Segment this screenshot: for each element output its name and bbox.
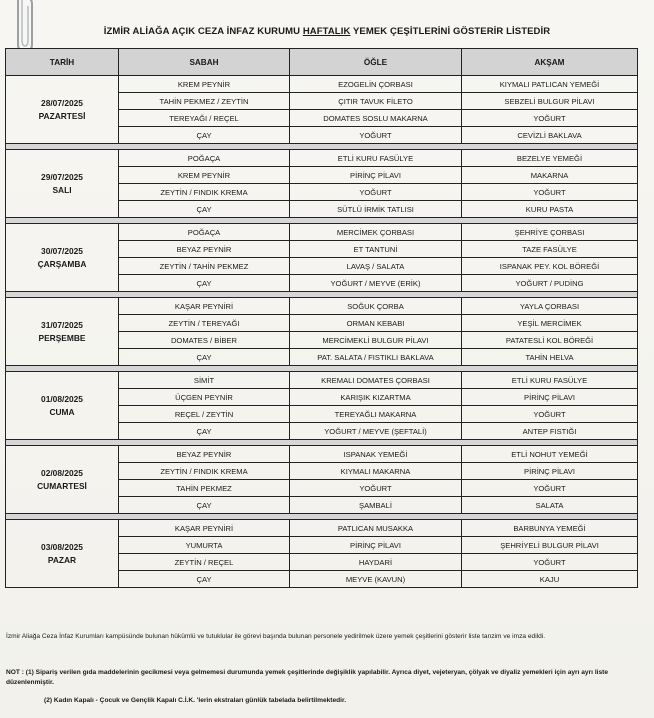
meal-cell-ogle: PİRİNÇ PİLAVI: [290, 537, 462, 554]
meal-cell-aksam: ANTEP FISTIĞI: [462, 423, 638, 440]
meal-cell-sabah: KAŞAR PEYNİRİ: [119, 298, 290, 315]
meal-cell-aksam: ETLİ KURU FASÜLYE: [462, 372, 638, 389]
meal-cell-aksam: YAYLA ÇORBASI: [462, 298, 638, 315]
meal-cell-ogle: YOĞURT / MEYVE (ERİK): [290, 275, 462, 292]
footer-note-1: NOT : (1) Sipariş verilen gıda maddelerinin gecikmesi veya gelmemesi durumunda yemek çeşitlerinde değişiklik yapılabilir. Ayrıca diyet, vejeteryan, çölyak ve diyaliz yemekleri için ayrı ayrı liste düzenlenmiştir.: [6, 669, 609, 686]
meal-cell-ogle: EZOGELİN ÇORBASI: [290, 76, 462, 93]
meal-cell-ogle: HAYDARİ: [290, 554, 462, 571]
meal-cell-aksam: SALATA: [462, 497, 638, 514]
table-row: [6, 76, 638, 93]
title-part-2: YEMEK ÇEŞİTLERİNİ GÖSTERİR LİSTEDİR: [350, 26, 551, 37]
table-row: [6, 298, 638, 315]
meal-cell-aksam: PATATESLİ KOL BÖREĞİ: [462, 332, 638, 349]
day-name: PAZAR: [47, 554, 77, 565]
table-row: [6, 446, 638, 463]
meal-cell-sabah: ZEYTİN / TAHİN PEKMEZ: [119, 258, 290, 275]
meal-cell-sabah: KREM PEYNİR: [119, 167, 290, 184]
meal-cell-ogle: PAT. SALATA / FISTIKLI BAKLAVA: [290, 349, 462, 366]
meal-cell-ogle: MEYVE (KAVUN): [290, 571, 462, 588]
day-name: CUMARTESİ: [37, 480, 87, 491]
day-name: PAZARTESİ: [38, 110, 86, 121]
meal-cell-aksam: KIYMALI PATLICAN YEMEĞİ: [462, 76, 638, 93]
meal-cell-sabah: ZEYTİN / REÇEL: [119, 554, 290, 571]
day-cell: [6, 372, 119, 440]
header-ogle: ÖĞLE: [290, 49, 462, 76]
meal-cell-sabah: DOMATES / BİBER: [119, 332, 290, 349]
meal-cell-aksam: YOĞURT: [462, 554, 638, 571]
meal-cell-aksam: YOĞURT: [462, 110, 638, 127]
day-date: 31/07/2025: [41, 319, 83, 330]
day-date: 01/08/2025: [41, 393, 83, 404]
meal-cell-sabah: ÇAY: [119, 349, 290, 366]
header-date: TARİH: [6, 49, 119, 76]
meal-cell-aksam: YOĞURT: [462, 184, 638, 201]
meal-cell-sabah: ÇAY: [119, 571, 290, 588]
footer-note-intro: İzmir Aliağa Ceza İnfaz Kurumları kampüsünde bulunan hükümlü ve tutuklular ile görevi başında bulunan personele yedirilmek üzere yemek çeşitlerini gösterir liste tanzim ve imza edildi.: [6, 633, 546, 640]
day-date: 28/07/2025: [41, 97, 83, 108]
title-part-1: İZMİR ALİAĞA AÇIK CEZA İNFAZ KURUMU: [103, 26, 303, 37]
meal-cell-ogle: YOĞURT / MEYVE (ŞEFTALİ): [290, 423, 462, 440]
header-sabah: SABAH: [119, 49, 290, 76]
table-row: [6, 372, 638, 389]
meal-cell-aksam: KURU PASTA: [462, 201, 638, 218]
meal-cell-sabah: ZEYTİN / FINDIK KREMA: [119, 463, 290, 480]
meal-cell-sabah: TAHİN PEKMEZ / ZEYTİN: [119, 93, 290, 110]
meal-cell-aksam: TAZE FASÜLYE: [462, 241, 638, 258]
day-cell: [6, 150, 119, 218]
meal-cell-aksam: YOĞURT: [462, 406, 638, 423]
meal-cell-aksam: CEVİZLİ BAKLAVA: [462, 127, 638, 144]
meal-cell-sabah: TAHİN PEKMEZ: [119, 480, 290, 497]
meal-cell-ogle: KREMALI DOMATES ÇORBASI: [290, 372, 462, 389]
meal-cell-ogle: MERCİMEK ÇORBASI: [290, 224, 462, 241]
day-cell: [6, 224, 119, 292]
meal-cell-aksam: KAJU: [462, 571, 638, 588]
meal-cell-aksam: PİRİNÇ PİLAVI: [462, 389, 638, 406]
weekly-menu-table: [5, 48, 638, 588]
meal-cell-sabah: BEYAZ PEYNİR: [119, 446, 290, 463]
meal-cell-ogle: PATLICAN MUSAKKA: [290, 520, 462, 537]
meal-cell-aksam: SEBZELİ BULGUR PİLAVI: [462, 93, 638, 110]
meal-cell-sabah: REÇEL / ZEYTİN: [119, 406, 290, 423]
meal-cell-aksam: ISPANAK PEY. KOL BÖREĞİ: [462, 258, 638, 275]
meal-cell-ogle: ETLİ KURU FASÜLYE: [290, 150, 462, 167]
meal-cell-ogle: ORMAN KEBABI: [290, 315, 462, 332]
title-underlined-word: HAFTALIK: [302, 26, 351, 37]
meal-cell-ogle: KIYMALI MAKARNA: [290, 463, 462, 480]
day-cell: [6, 298, 119, 366]
meal-cell-sabah: ÇAY: [119, 127, 290, 144]
meal-cell-aksam: BARBUNYA YEMEĞİ: [462, 520, 638, 537]
day-date: 30/07/2025: [41, 245, 83, 256]
meal-cell-aksam: BEZELYE YEMEĞİ: [462, 150, 638, 167]
day-name: ÇARŞAMBA: [37, 258, 87, 269]
meal-cell-ogle: YOĞURT: [290, 480, 462, 497]
meal-cell-ogle: PİRİNÇ PİLAVI: [290, 167, 462, 184]
meal-cell-sabah: SİMİT: [119, 372, 290, 389]
day-date: 03/08/2025: [41, 541, 83, 552]
meal-cell-sabah: ÇAY: [119, 423, 290, 440]
meal-cell-sabah: ÇAY: [119, 497, 290, 514]
meal-cell-ogle: DOMATES SOSLU MAKARNA: [290, 110, 462, 127]
meal-cell-ogle: MERCİMEKLİ BULGUR PİLAVI: [290, 332, 462, 349]
meal-cell-sabah: YUMURTA: [119, 537, 290, 554]
day-cell: [6, 76, 119, 144]
meal-cell-sabah: BEYAZ PEYNİR: [119, 241, 290, 258]
meal-cell-sabah: POĞAÇA: [119, 224, 290, 241]
meal-cell-aksam: YEŞİL MERCİMEK: [462, 315, 638, 332]
day-name: PERŞEMBE: [38, 332, 86, 343]
meal-cell-sabah: POĞAÇA: [119, 150, 290, 167]
meal-cell-aksam: MAKARNA: [462, 167, 638, 184]
table-row: [6, 224, 638, 241]
meal-cell-ogle: TEREYAĞLI MAKARNA: [290, 406, 462, 423]
meal-cell-sabah: ÜÇGEN PEYNİR: [119, 389, 290, 406]
meal-cell-aksam: PİRİNÇ PİLAVI: [462, 463, 638, 480]
meal-cell-ogle: ISPANAK YEMEĞİ: [290, 446, 462, 463]
meal-cell-aksam: YOĞURT / PUDİNG: [462, 275, 638, 292]
table-row: [6, 150, 638, 167]
meal-cell-sabah: KAŞAR PEYNİRİ: [119, 520, 290, 537]
meal-cell-ogle: ÇITIR TAVUK FİLETO: [290, 93, 462, 110]
meal-cell-aksam: ŞEHRİYELİ BULGUR PİLAVI: [462, 537, 638, 554]
meal-cell-aksam: ETLİ NOHUT YEMEĞİ: [462, 446, 638, 463]
day-date: 02/08/2025: [41, 467, 83, 478]
day-name: CUMA: [49, 406, 75, 417]
meal-cell-ogle: KARIŞIK KIZARTMA: [290, 389, 462, 406]
meal-cell-ogle: YOĞURT: [290, 184, 462, 201]
meal-cell-sabah: ZEYTİN / FINDIK KREMA: [119, 184, 290, 201]
meal-cell-ogle: SÜTLÜ İRMİK TATLISI: [290, 201, 462, 218]
meal-cell-ogle: ET TANTUNİ: [290, 241, 462, 258]
table-row: [6, 520, 638, 537]
meal-cell-ogle: LAVAŞ / SALATA: [290, 258, 462, 275]
meal-cell-sabah: KREM PEYNİR: [119, 76, 290, 93]
meal-cell-ogle: YOĞURT: [290, 127, 462, 144]
header-aksam: AKŞAM: [462, 49, 638, 76]
meal-cell-ogle: ŞAMBALİ: [290, 497, 462, 514]
day-name: SALI: [52, 184, 72, 195]
day-cell: [6, 520, 119, 588]
day-cell: [6, 446, 119, 514]
meal-cell-sabah: ÇAY: [119, 201, 290, 218]
meal-cell-sabah: TEREYAĞI / REÇEL: [119, 110, 290, 127]
meal-cell-sabah: ZEYTİN / TEREYAĞI: [119, 315, 290, 332]
meal-cell-aksam: TAHİN HELVA: [462, 349, 638, 366]
day-date: 29/07/2025: [41, 171, 83, 182]
meal-cell-aksam: YOĞURT: [462, 480, 638, 497]
table-header-row: [6, 49, 638, 76]
footer-note-2: (2) Kadın Kapalı - Çocuk ve Gençlik Kapalı C.İ.K. 'lerin ekstraları günlük tabelada belirtilmektedir.: [44, 697, 347, 704]
meal-cell-sabah: ÇAY: [119, 275, 290, 292]
page-title: [0, 26, 654, 37]
meal-cell-aksam: ŞEHRİYE ÇORBASI: [462, 224, 638, 241]
meal-cell-ogle: SOĞUK ÇORBA: [290, 298, 462, 315]
